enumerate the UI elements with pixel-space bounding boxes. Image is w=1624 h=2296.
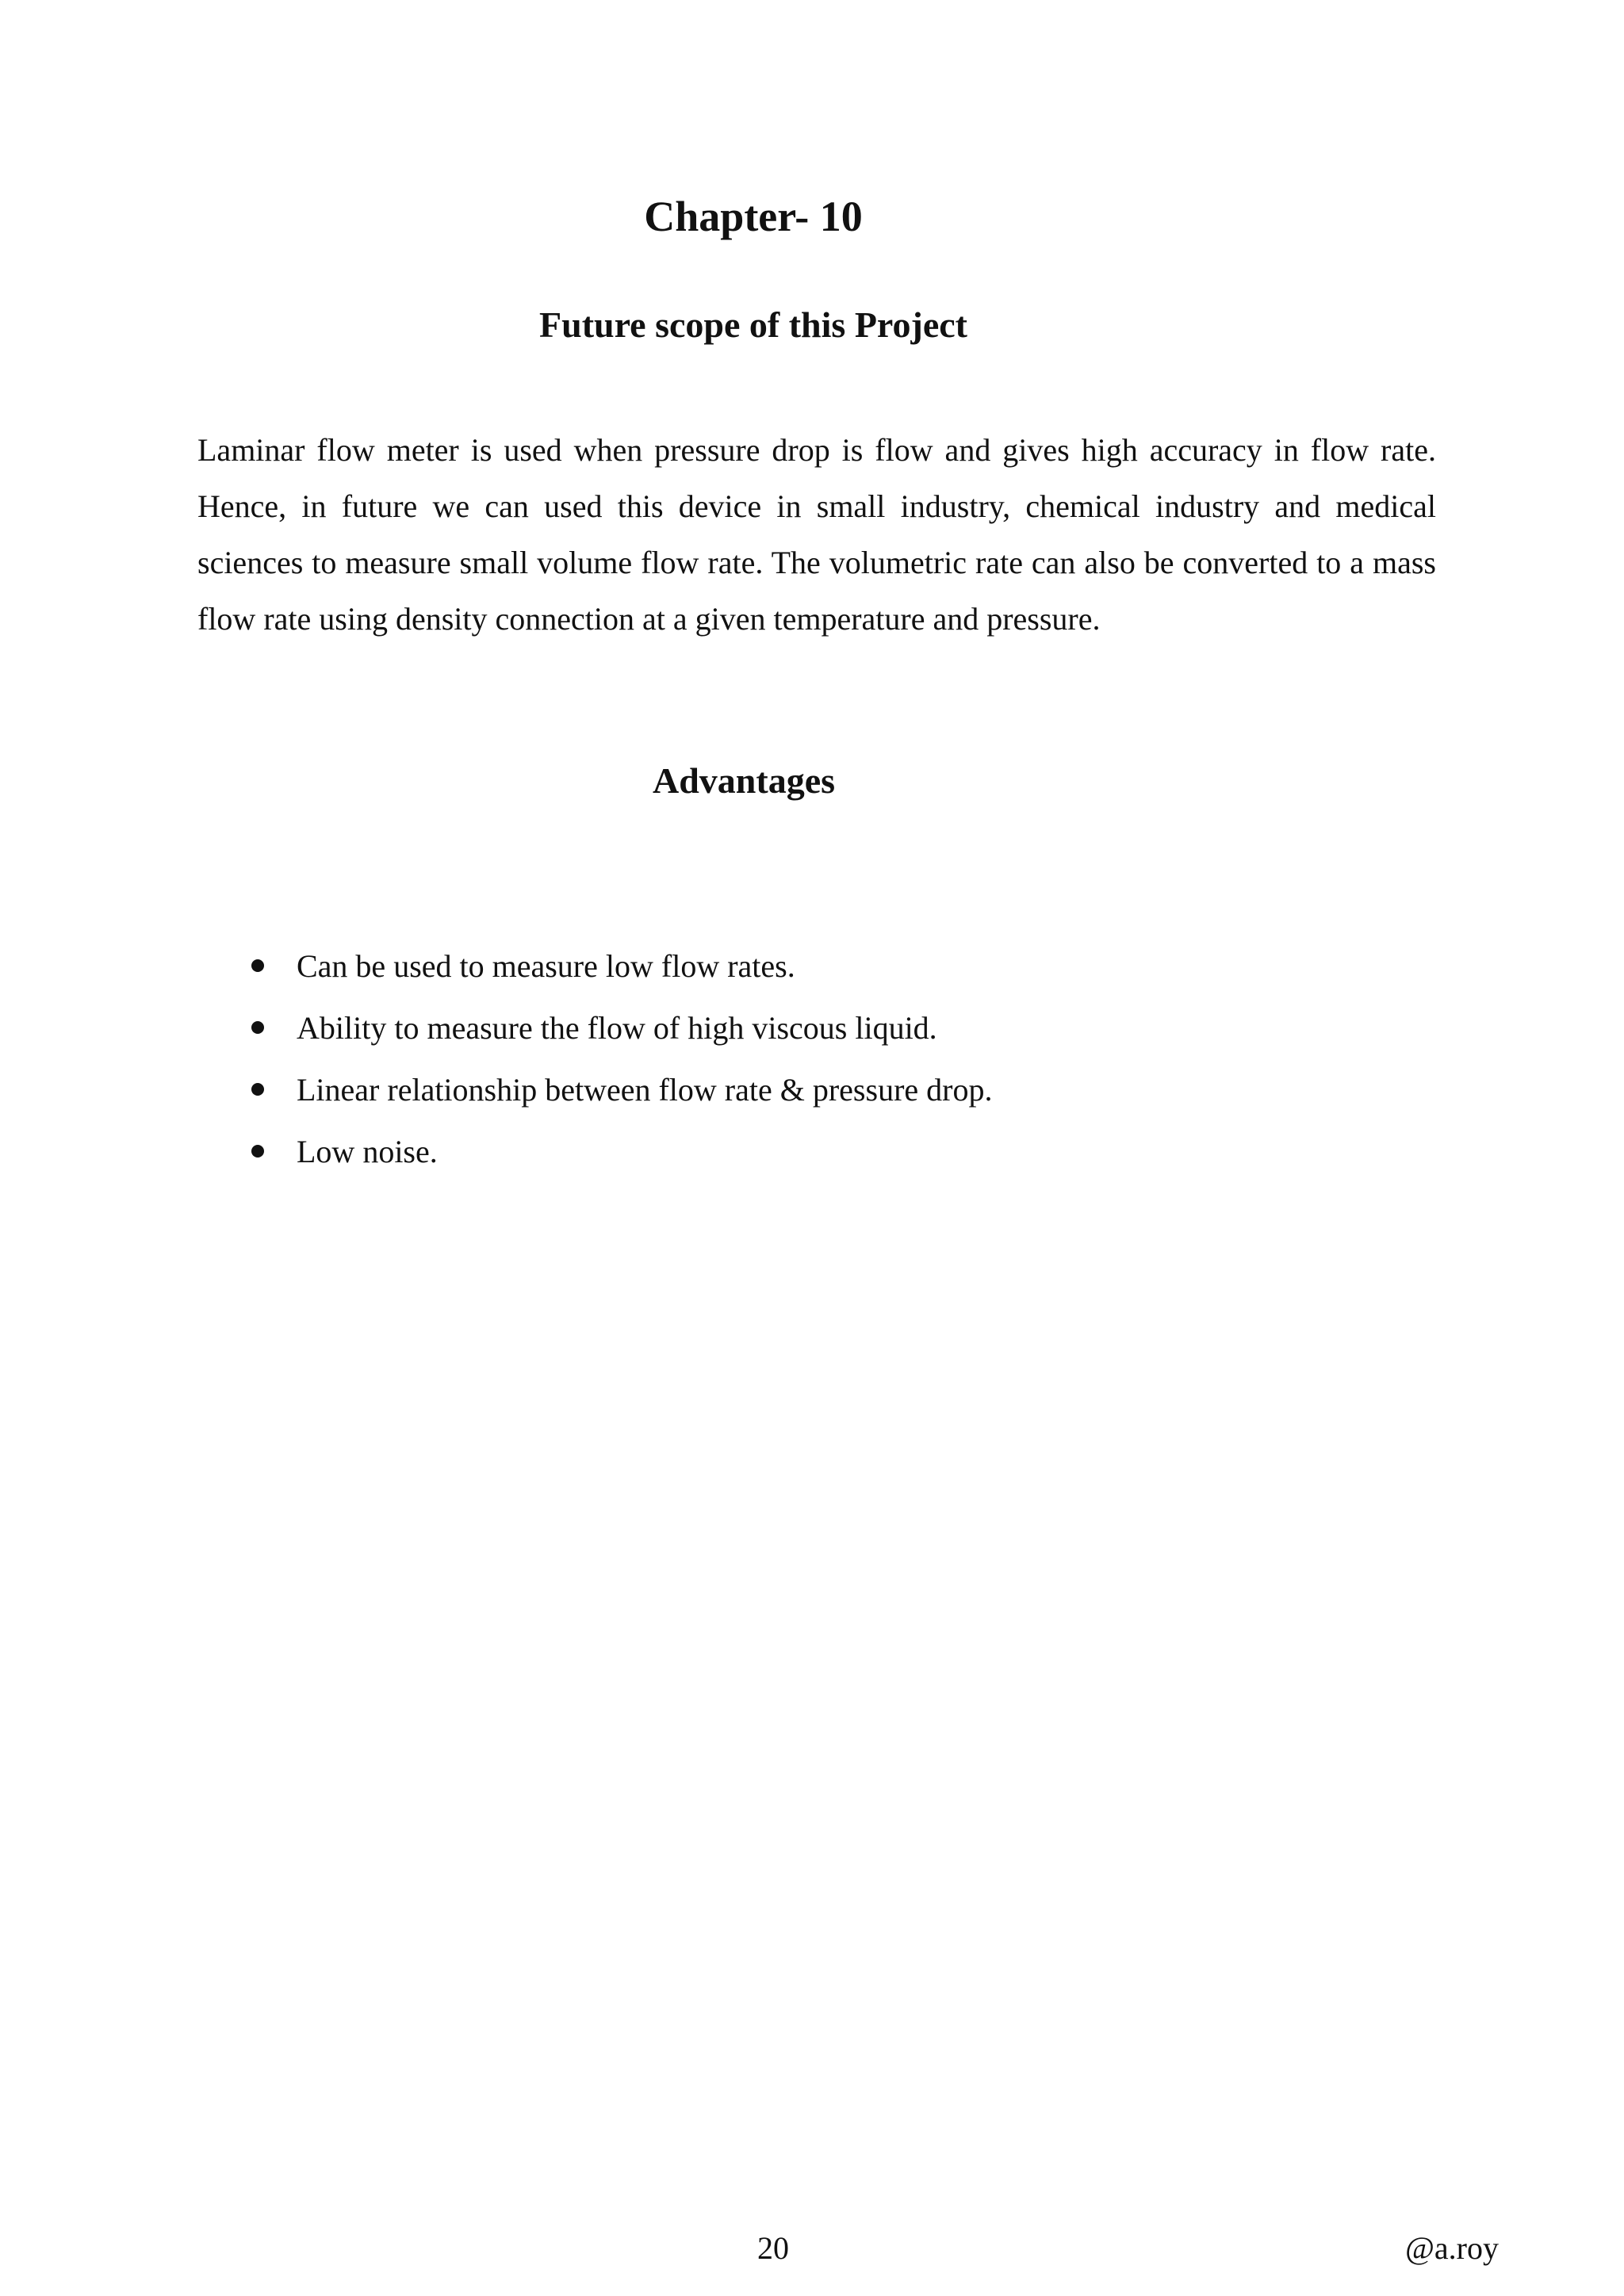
advantages-list (0, 936, 1624, 1183)
list-item (0, 936, 1624, 997)
bullet-icon (251, 1145, 264, 1158)
list-item-text: Linear relationship between flow rate & pressure drop. (297, 1072, 993, 1108)
list-item (0, 1059, 1624, 1121)
bullet-icon (251, 1021, 264, 1034)
bullet-icon (251, 959, 264, 972)
list-item-text: Low noise. (297, 1134, 438, 1169)
author-tag: @a.roy (1405, 2230, 1499, 2266)
future-scope-paragraph: Laminar flow meter is used when pressure drop is flow and gives high accuracy in flow rate. Hence, in future we can used this device in small industry, chemical industry and medical sciences to measure small volume flow rate. The volumetric rate can also be converted to a mass flow rate using density connection at a given temperature and pressure. (197, 432, 1436, 637)
chapter-title: Chapter- 10 (644, 193, 863, 240)
advantages-heading: Advantages (652, 760, 836, 801)
list-item (0, 997, 1624, 1059)
page-number: 20 (757, 2230, 789, 2266)
list-item-text: Ability to measure the flow of high viscous liquid. (297, 1010, 937, 1046)
future-scope-heading: Future scope of this Project (539, 304, 967, 345)
list-item-text: Can be used to measure low flow rates. (297, 948, 795, 984)
bullet-icon (251, 1083, 264, 1096)
list-item (0, 1121, 1624, 1183)
